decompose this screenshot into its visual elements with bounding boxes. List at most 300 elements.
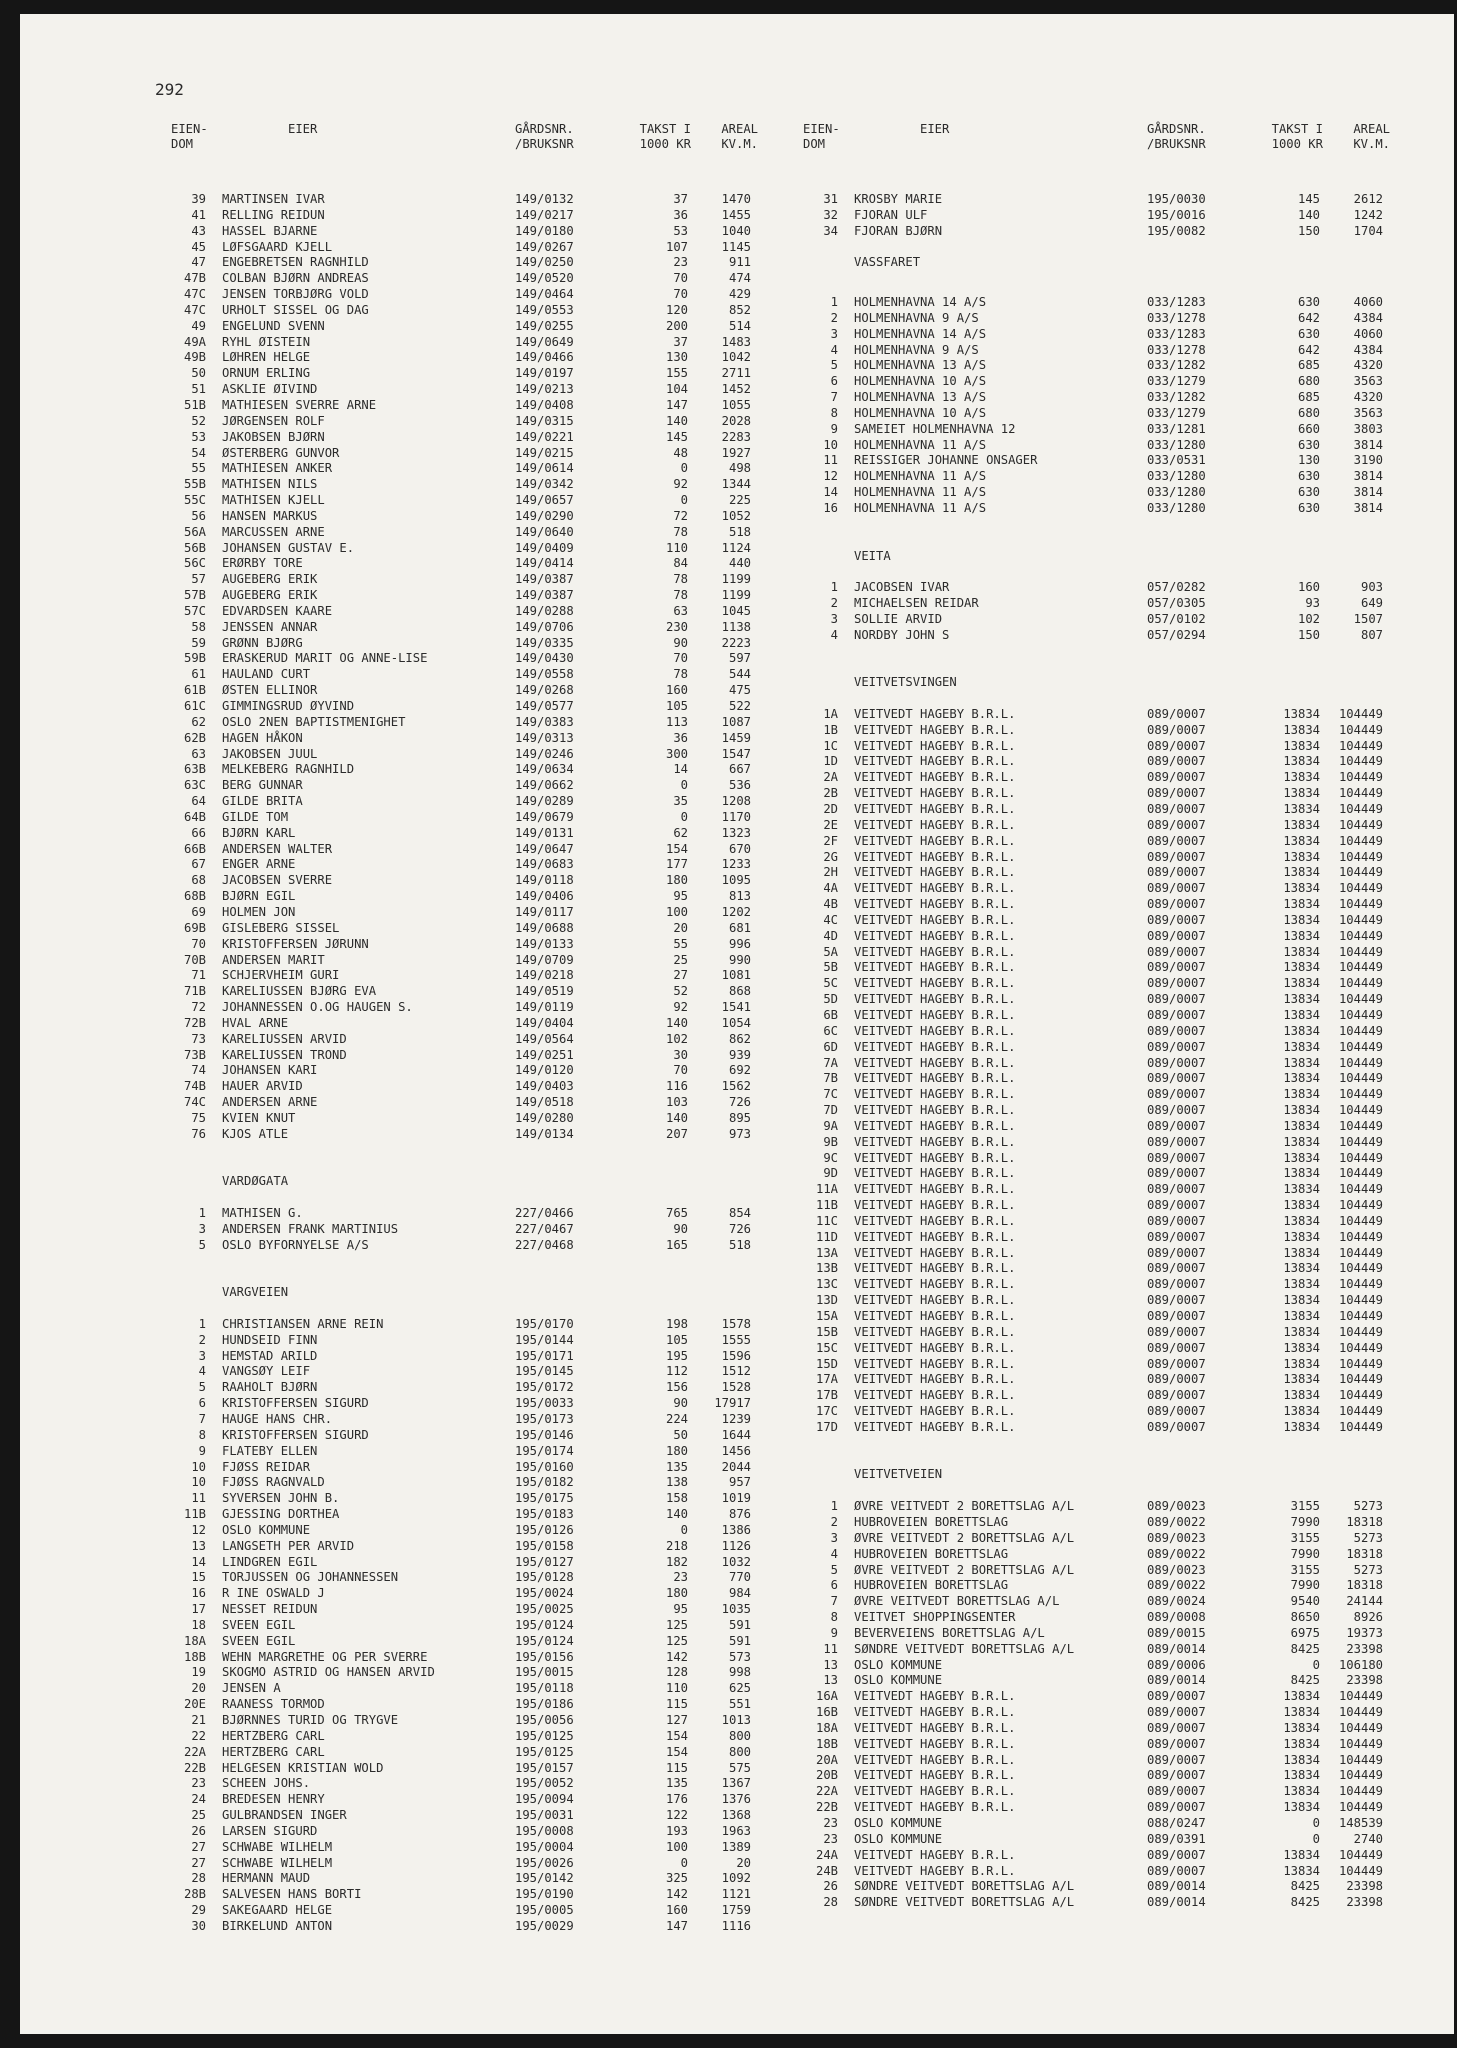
areal-value: 1507 xyxy=(1353,611,1383,626)
property-number: 53 xyxy=(191,429,206,444)
areal-value: 514 xyxy=(728,318,751,333)
takst-value: 13834 xyxy=(1283,1324,1320,1339)
header-eiendom: EIEN- DOM xyxy=(171,122,208,151)
property-number: 69 xyxy=(191,904,206,919)
gardsnr-bruksnr: 149/0250 xyxy=(515,255,574,270)
property-number: 11A xyxy=(815,1182,838,1197)
gardsnr-bruksnr: 089/0007 xyxy=(1147,1800,1206,1815)
table-row xyxy=(790,501,1390,517)
table-row xyxy=(158,604,758,620)
property-number: 16 xyxy=(191,1586,206,1601)
takst-value: 53 xyxy=(673,223,688,238)
property-number: 70B xyxy=(183,952,206,967)
owner-name: ØSTEN ELLINOR xyxy=(222,683,318,698)
property-number: 22A xyxy=(183,1744,206,1759)
header-eier: EIER xyxy=(920,122,950,136)
property-number: 9 xyxy=(830,421,838,436)
takst-value: 84 xyxy=(673,556,688,571)
takst-value: 78 xyxy=(673,588,688,603)
areal-value: 1055 xyxy=(721,397,751,412)
areal-value: 3563 xyxy=(1353,405,1383,420)
table-row xyxy=(790,1848,1390,1864)
takst-value: 7990 xyxy=(1290,1514,1320,1529)
takst-value: 100 xyxy=(665,1839,688,1854)
areal-value: 104449 xyxy=(1338,1419,1383,1434)
gardsnr-bruksnr: 149/0251 xyxy=(515,1047,574,1062)
gardsnr-bruksnr: 195/0127 xyxy=(515,1554,574,1569)
areal-value: 104449 xyxy=(1338,754,1383,769)
takst-value: 13834 xyxy=(1283,833,1320,848)
areal-value: 104449 xyxy=(1338,1229,1383,1244)
areal-value: 800 xyxy=(728,1744,751,1759)
owner-name: BJØRN EGIL xyxy=(222,889,296,904)
left-column xyxy=(158,122,758,1935)
owner-name: VEITVEDT HAGEBY B.R.L. xyxy=(854,738,1016,753)
owner-name: HOLMENHAVNA 13 A/S xyxy=(854,390,987,405)
property-number: 25 xyxy=(191,1808,206,1823)
table-row xyxy=(790,1024,1390,1040)
owner-name: VEITVEDT HAGEBY B.R.L. xyxy=(854,833,1016,848)
areal-value: 1644 xyxy=(721,1427,751,1442)
gardsnr-bruksnr: 195/0156 xyxy=(515,1649,574,1664)
header-takst: TAKST I 1000 KR xyxy=(1271,122,1323,151)
takst-value: 13834 xyxy=(1283,1055,1320,1070)
column-header xyxy=(158,122,758,158)
owner-name: ENGELUND SVENN xyxy=(222,318,325,333)
property-number: 1 xyxy=(830,580,838,595)
property-number: 74 xyxy=(191,1063,206,1078)
takst-value: 13834 xyxy=(1283,1752,1320,1767)
gardsnr-bruksnr: 195/0175 xyxy=(515,1491,574,1506)
gardsnr-bruksnr: 195/0145 xyxy=(515,1364,574,1379)
table-row xyxy=(158,1618,758,1634)
owner-name: JENSEN TORBJØRG VOLD xyxy=(222,287,369,302)
table-row xyxy=(790,1879,1390,1895)
areal-value: 3563 xyxy=(1353,374,1383,389)
header-eiendom: EIEN- DOM xyxy=(803,122,840,151)
table-row xyxy=(790,422,1390,438)
gardsnr-bruksnr: 033/1279 xyxy=(1147,374,1206,389)
areal-value: 770 xyxy=(728,1570,751,1585)
owner-name: COLBAN BJØRN ANDREAS xyxy=(222,271,369,286)
table-row xyxy=(790,1626,1390,1642)
owner-name: JAKOBSEN BJØRN xyxy=(222,429,325,444)
property-number: 5B xyxy=(823,960,838,975)
table-row xyxy=(158,921,758,937)
takst-value: 105 xyxy=(665,699,688,713)
areal-value: 1124 xyxy=(721,540,751,555)
table-row xyxy=(158,1792,758,1808)
property-number: 63B xyxy=(183,762,206,777)
table-row xyxy=(158,1460,758,1476)
owner-name: VEITVET SHOPPINGSENTER xyxy=(854,1610,1016,1625)
property-number: 2 xyxy=(198,1332,206,1347)
property-number: 73 xyxy=(191,1031,206,1046)
table-row xyxy=(790,1895,1390,1911)
owner-name: LANGSETH PER ARVID xyxy=(222,1538,355,1553)
table-row xyxy=(790,1705,1390,1721)
owner-name: MATHIESEN SVERRE ARNE xyxy=(222,397,377,412)
areal-value: 854 xyxy=(728,1206,751,1220)
table-row xyxy=(790,1119,1390,1135)
gardsnr-bruksnr: 089/0007 xyxy=(1147,960,1206,975)
owner-name: BEVERVEIENS BORETTSLAG A/L xyxy=(854,1625,1045,1640)
takst-value: 765 xyxy=(665,1206,688,1220)
areal-value: 104449 xyxy=(1338,1309,1383,1324)
owner-name: VEITVEDT HAGEBY B.R.L. xyxy=(854,1023,1016,1038)
takst-value: 13834 xyxy=(1283,992,1320,1007)
owner-name: MARCUSSEN ARNE xyxy=(222,524,325,539)
areal-value: 23398 xyxy=(1346,1641,1383,1656)
owner-name: VEITVEDT HAGEBY B.R.L. xyxy=(854,1309,1016,1324)
areal-value: 862 xyxy=(728,1031,751,1046)
table-row xyxy=(158,208,758,224)
owner-name: VEITVEDT HAGEBY B.R.L. xyxy=(854,1134,1016,1149)
takst-value: 125 xyxy=(665,1633,688,1648)
takst-value: 3155 xyxy=(1290,1530,1320,1545)
table-row xyxy=(790,438,1390,454)
gardsnr-bruksnr: 149/0649 xyxy=(515,334,574,349)
takst-value: 105 xyxy=(665,1332,688,1347)
property-number: 4 xyxy=(198,1364,206,1379)
areal-value: 903 xyxy=(1360,580,1383,595)
takst-value: 8425 xyxy=(1290,1879,1320,1894)
areal-value: 1199 xyxy=(721,572,751,587)
gardsnr-bruksnr: 088/0247 xyxy=(1147,1816,1206,1831)
table-row xyxy=(790,1293,1390,1309)
gardsnr-bruksnr: 033/1278 xyxy=(1147,310,1206,325)
property-number: 9 xyxy=(198,1443,206,1458)
gardsnr-bruksnr: 149/0558 xyxy=(515,667,574,682)
table-row xyxy=(158,984,758,1000)
areal-value: 104449 xyxy=(1338,1087,1383,1102)
areal-value: 1547 xyxy=(721,746,751,761)
areal-value: 5273 xyxy=(1353,1562,1383,1577)
property-number: 2B xyxy=(823,786,838,801)
property-number: 1D xyxy=(823,754,838,769)
owner-name: BIRKELUND ANTON xyxy=(222,1918,333,1933)
gardsnr-bruksnr: 195/0128 xyxy=(515,1570,574,1585)
property-number: 57 xyxy=(191,572,206,587)
takst-value: 13834 xyxy=(1283,754,1320,769)
takst-value: 13834 xyxy=(1283,1087,1320,1102)
owner-name: VEITVEDT HAGEBY B.R.L. xyxy=(854,849,1016,864)
gardsnr-bruksnr: 089/0007 xyxy=(1147,833,1206,848)
property-number: 64B xyxy=(183,809,206,824)
gardsnr-bruksnr: 195/0082 xyxy=(1147,223,1206,238)
areal-value: 1035 xyxy=(721,1602,751,1617)
property-number: 26 xyxy=(191,1823,206,1838)
takst-value: 0 xyxy=(680,809,688,824)
gardsnr-bruksnr: 089/0007 xyxy=(1147,817,1206,832)
takst-value: 147 xyxy=(665,397,688,412)
property-number: 74C xyxy=(183,1095,206,1110)
table-row xyxy=(158,271,758,287)
table-row xyxy=(158,826,758,842)
owner-name: HOLMENHAVNA 11 A/S xyxy=(854,500,987,515)
table-row xyxy=(790,1658,1390,1674)
table-row xyxy=(790,1372,1390,1388)
gardsnr-bruksnr: 149/0197 xyxy=(515,366,574,381)
takst-value: 8425 xyxy=(1290,1641,1320,1656)
table-row xyxy=(790,628,1390,644)
areal-value: 3814 xyxy=(1353,485,1383,500)
takst-value: 13834 xyxy=(1283,1800,1320,1815)
takst-value: 13834 xyxy=(1283,1705,1320,1720)
table-row xyxy=(158,1396,758,1412)
table-row xyxy=(158,1491,758,1507)
table-row xyxy=(158,1824,758,1840)
areal-value: 104449 xyxy=(1338,944,1383,959)
property-number: 56B xyxy=(183,540,206,555)
property-number: 69B xyxy=(183,920,206,935)
takst-value: 92 xyxy=(673,1000,688,1015)
column-header xyxy=(790,122,1390,158)
owner-name: VEITVEDT HAGEBY B.R.L. xyxy=(854,1372,1016,1387)
property-number: 71B xyxy=(183,984,206,999)
property-number: 11 xyxy=(823,1641,838,1656)
gardsnr-bruksnr: 089/0007 xyxy=(1147,1261,1206,1276)
areal-value: 5273 xyxy=(1353,1499,1383,1514)
owner-name: VEITVEDT HAGEBY B.R.L. xyxy=(854,1404,1016,1419)
takst-value: 135 xyxy=(665,1776,688,1791)
areal-value: 104449 xyxy=(1338,1023,1383,1038)
table-row xyxy=(158,541,758,557)
takst-value: 154 xyxy=(665,1744,688,1759)
gardsnr-bruksnr: 149/0387 xyxy=(515,588,574,603)
owner-name: AUGEBERG ERIK xyxy=(222,588,318,603)
property-number: 2 xyxy=(830,1514,838,1529)
areal-value: 522 xyxy=(728,699,751,713)
takst-value: 13834 xyxy=(1283,1103,1320,1118)
takst-value: 165 xyxy=(665,1237,688,1252)
table-row xyxy=(790,1198,1390,1214)
areal-value: 2612 xyxy=(1353,192,1383,206)
areal-value: 1455 xyxy=(721,207,751,222)
owner-name: JENSSEN ANNAR xyxy=(222,619,318,634)
table-row xyxy=(790,1784,1390,1800)
takst-value: 13834 xyxy=(1283,1071,1320,1086)
property-number: 28 xyxy=(191,1871,206,1886)
table-row xyxy=(790,802,1390,818)
property-number: 7B xyxy=(823,1071,838,1086)
table-row xyxy=(158,1364,758,1380)
property-number: 49B xyxy=(183,350,206,365)
owner-name: HOLMENHAVNA 11 A/S xyxy=(854,469,987,484)
takst-value: 180 xyxy=(665,1443,688,1458)
areal-value: 104449 xyxy=(1338,738,1383,753)
owner-name: ORNUM ERLING xyxy=(222,366,311,381)
areal-value: 104449 xyxy=(1338,1261,1383,1276)
header-eier: EIER xyxy=(288,122,318,136)
gardsnr-bruksnr: 149/0342 xyxy=(515,477,574,492)
owner-name: WEHN MARGRETHE OG PER SVERRE xyxy=(222,1649,428,1664)
areal-value: 104449 xyxy=(1338,1768,1383,1783)
owner-name: VEITVEDT HAGEBY B.R.L. xyxy=(854,1277,1016,1292)
areal-value: 726 xyxy=(728,1221,751,1236)
takst-value: 13834 xyxy=(1283,1150,1320,1165)
gardsnr-bruksnr: 149/0553 xyxy=(515,302,574,317)
areal-value: 1208 xyxy=(721,794,751,809)
owner-name: VEITVEDT HAGEBY B.R.L. xyxy=(854,1166,1016,1181)
property-number: 7 xyxy=(198,1411,206,1426)
gardsnr-bruksnr: 089/0007 xyxy=(1147,722,1206,737)
areal-value: 996 xyxy=(728,936,751,951)
gardsnr-bruksnr: 149/0131 xyxy=(515,825,574,840)
gardsnr-bruksnr: 149/0403 xyxy=(515,1079,574,1094)
table-row xyxy=(790,1246,1390,1262)
areal-value: 104449 xyxy=(1338,786,1383,801)
table-row xyxy=(790,1135,1390,1151)
takst-value: 630 xyxy=(1297,326,1320,341)
property-number: 8 xyxy=(830,1610,838,1625)
gardsnr-bruksnr: 149/0408 xyxy=(515,397,574,412)
table-row xyxy=(158,446,758,462)
takst-value: 72 xyxy=(673,508,688,523)
gardsnr-bruksnr: 195/0025 xyxy=(515,1602,574,1617)
areal-value: 1323 xyxy=(721,825,751,840)
table-row xyxy=(790,1737,1390,1753)
areal-value: 104449 xyxy=(1338,1324,1383,1339)
table-row xyxy=(790,723,1390,739)
areal-value: 4060 xyxy=(1353,295,1383,310)
property-number: 3 xyxy=(830,1530,838,1545)
takst-value: 13834 xyxy=(1283,1768,1320,1783)
takst-value: 13834 xyxy=(1283,1198,1320,1213)
owner-name: KARELIUSSEN TROND xyxy=(222,1047,347,1062)
owner-name: VEITVEDT HAGEBY B.R.L. xyxy=(854,1261,1016,1276)
property-number: 18B xyxy=(815,1736,838,1751)
gardsnr-bruksnr: 149/0118 xyxy=(515,873,574,888)
table-row xyxy=(790,897,1390,913)
table-row xyxy=(790,208,1390,224)
table-row xyxy=(158,905,758,921)
gardsnr-bruksnr: 195/0125 xyxy=(515,1728,574,1743)
property-number: 22B xyxy=(183,1760,206,1775)
gardsnr-bruksnr: 089/0007 xyxy=(1147,849,1206,864)
takst-value: 685 xyxy=(1297,390,1320,405)
owner-name: HOLMENHAVNA 11 A/S xyxy=(854,437,987,452)
takst-value: 207 xyxy=(665,1126,688,1141)
table-row xyxy=(790,192,1390,208)
property-number: 17C xyxy=(815,1404,838,1419)
gardsnr-bruksnr: 089/0024 xyxy=(1147,1594,1206,1609)
takst-value: 7990 xyxy=(1290,1578,1320,1593)
owner-name: KRISTOFFERSEN SIGURD xyxy=(222,1427,369,1442)
areal-value: 957 xyxy=(728,1475,751,1490)
owner-name: VEITVEDT HAGEBY B.R.L. xyxy=(854,1087,1016,1102)
property-number: 72B xyxy=(183,1015,206,1030)
right-column xyxy=(790,122,1390,1911)
takst-value: 13834 xyxy=(1283,1863,1320,1878)
takst-value: 100 xyxy=(665,904,688,919)
owner-name: VEITVEDT HAGEBY B.R.L. xyxy=(854,1198,1016,1213)
gardsnr-bruksnr: 149/0290 xyxy=(515,508,574,523)
gardsnr-bruksnr: 195/0125 xyxy=(515,1744,574,1759)
property-number: 2 xyxy=(830,596,838,611)
owner-name: BREDESEN HENRY xyxy=(222,1792,325,1807)
street-heading: VEITVETSVINGEN xyxy=(854,675,957,690)
table-row xyxy=(790,1261,1390,1277)
takst-value: 685 xyxy=(1297,358,1320,373)
owner-name: GULBRANDSEN INGER xyxy=(222,1808,347,1823)
list-rows xyxy=(158,192,758,1143)
property-number: 47C xyxy=(183,287,206,302)
street-heading: VARDØGATA xyxy=(222,1174,289,1189)
owner-name: GILDE TOM xyxy=(222,809,289,824)
gardsnr-bruksnr: 089/0007 xyxy=(1147,1784,1206,1799)
areal-value: 104449 xyxy=(1338,1340,1383,1355)
areal-value: 518 xyxy=(728,524,751,539)
property-number: 41 xyxy=(191,207,206,222)
owner-name: VEITVEDT HAGEBY B.R.L. xyxy=(854,802,1016,817)
property-number: 56C xyxy=(183,556,206,571)
gardsnr-bruksnr: 195/0031 xyxy=(515,1808,574,1823)
owner-name: VEITVEDT HAGEBY B.R.L. xyxy=(854,1863,1016,1878)
owner-name: HOLMENHAVNA 10 A/S xyxy=(854,405,987,420)
gardsnr-bruksnr: 089/0006 xyxy=(1147,1657,1206,1672)
property-number: 12 xyxy=(191,1522,206,1537)
areal-value: 2740 xyxy=(1353,1831,1383,1846)
owner-name: LØHREN HELGE xyxy=(222,350,311,365)
takst-value: 140 xyxy=(1297,207,1320,222)
takst-value: 112 xyxy=(665,1364,688,1379)
table-row xyxy=(790,1087,1390,1103)
gardsnr-bruksnr: 195/0146 xyxy=(515,1427,574,1442)
areal-value: 1528 xyxy=(721,1380,751,1395)
owner-name: VEITVEDT HAGEBY B.R.L. xyxy=(854,1229,1016,1244)
areal-value: 104449 xyxy=(1338,1800,1383,1815)
owner-name: R INE OSWALD J xyxy=(222,1586,325,1601)
takst-value: 0 xyxy=(680,493,688,508)
table-row xyxy=(790,327,1390,343)
owner-name: HAGEN HÅKON xyxy=(222,730,303,745)
takst-value: 13834 xyxy=(1283,1166,1320,1181)
property-number: 68B xyxy=(183,889,206,904)
street-heading: VASSFARET xyxy=(854,255,921,270)
owner-name: VEITVEDT HAGEBY B.R.L. xyxy=(854,1340,1016,1355)
areal-value: 575 xyxy=(728,1760,751,1775)
property-number: 56A xyxy=(183,524,206,539)
table-row xyxy=(158,699,758,715)
property-number: 15A xyxy=(815,1309,838,1324)
table-row xyxy=(158,1761,758,1777)
property-number: 2E xyxy=(823,817,838,832)
gardsnr-bruksnr: 195/0158 xyxy=(515,1538,574,1553)
owner-name: HUBROVEIEN BORETTSLAG xyxy=(854,1546,1009,1561)
takst-value: 127 xyxy=(665,1713,688,1727)
property-number: 13C xyxy=(815,1277,838,1292)
owner-name: LARSEN SIGURD xyxy=(222,1823,318,1838)
owner-name: LØFSGAARD KJELL xyxy=(222,239,333,254)
gardsnr-bruksnr: 195/0016 xyxy=(1147,207,1206,222)
gardsnr-bruksnr: 089/0007 xyxy=(1147,1768,1206,1783)
property-number: 13A xyxy=(815,1245,838,1260)
table-row xyxy=(158,287,758,303)
owner-name: BERG GUNNAR xyxy=(222,778,303,793)
owner-name: RYHL ØISTEIN xyxy=(222,334,311,349)
owner-name: HAULAND CURT xyxy=(222,667,311,682)
property-number: 54 xyxy=(191,445,206,460)
table-row xyxy=(790,1357,1390,1373)
property-number: 55B xyxy=(183,477,206,492)
table-row xyxy=(790,913,1390,929)
gardsnr-bruksnr: 033/1280 xyxy=(1147,500,1206,515)
table-row xyxy=(158,398,758,414)
takst-value: 13834 xyxy=(1283,1309,1320,1324)
takst-value: 300 xyxy=(665,746,688,761)
gardsnr-bruksnr: 057/0294 xyxy=(1147,627,1206,642)
